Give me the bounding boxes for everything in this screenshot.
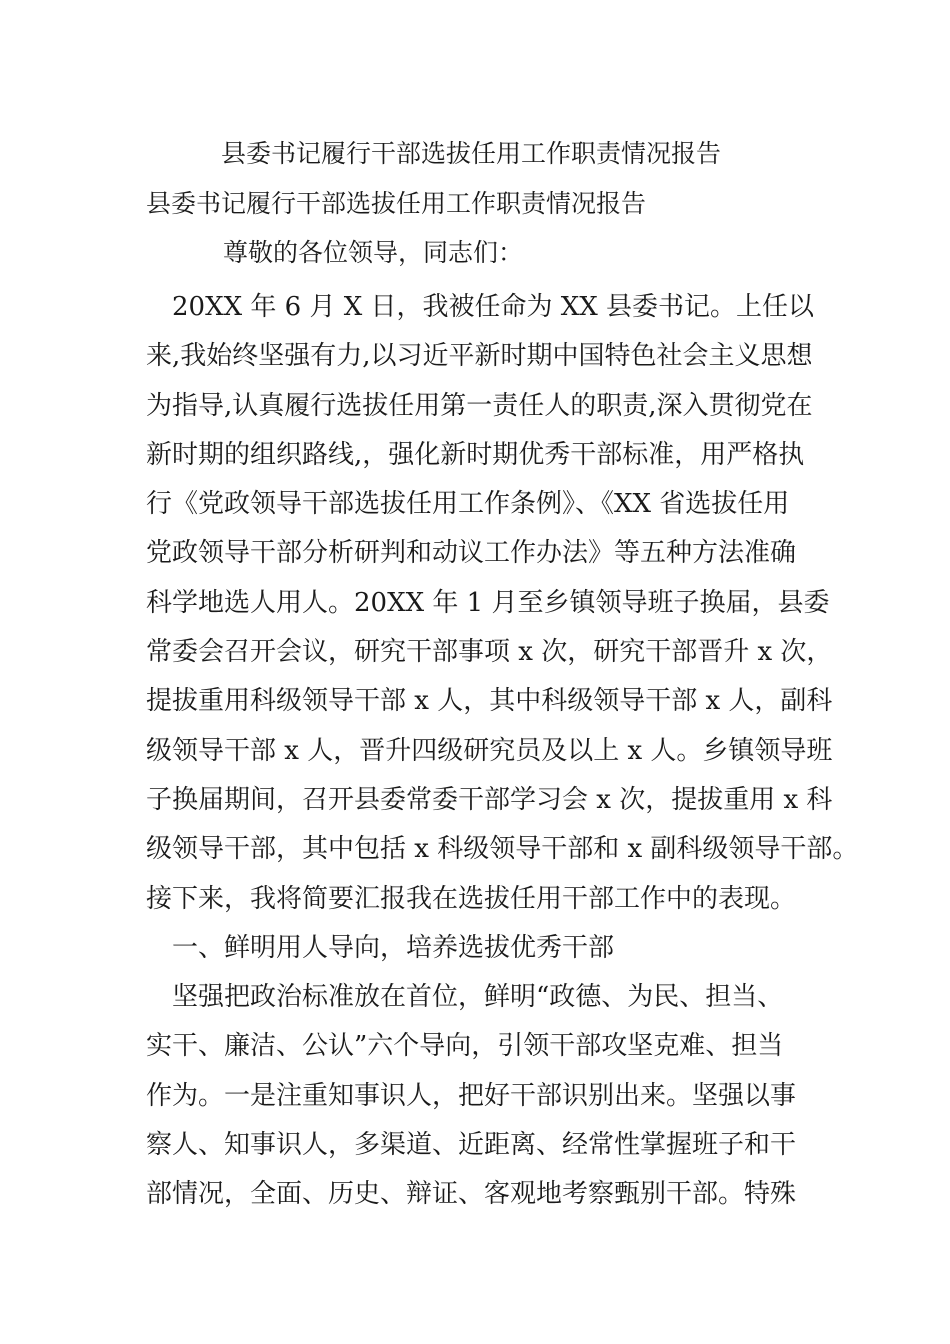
body-line: 察人、知事识人，多渠道、近距离、经常性掌握班子和干 xyxy=(146,1130,797,1161)
body-line: 作为。一是注重知事识人，把好干部识别出来。坚强以事 xyxy=(146,1080,797,1111)
body-line: 子换届期间，召开县委常委干部学习会 x 次，提拔重用 x 科 xyxy=(146,784,833,815)
document-body xyxy=(146,283,859,1220)
body-line: 部情况，全面、历史、辩证、客观地考察甄别干部。特殊 xyxy=(146,1179,797,1210)
body-line: 科学地选人用人。20XX 年 1 月至乡镇领导班子换届，县委 xyxy=(146,587,830,618)
body-line: 党政领导干部分析研判和动议工作办法》等五种方法准确 xyxy=(146,538,797,569)
body-line: 接下来，我将简要汇报我在选拔任用干部工作中的表现。 xyxy=(146,883,797,914)
body-line: 级领导干部 x 人，晋升四级研究员及以上 x 人。乡镇领导班 xyxy=(146,735,833,766)
body-line: 新时期的组织路线,，强化新时期优秀干部标准，用严格执 xyxy=(146,439,805,470)
body-line: 常委会召开会议，研究干部事项 x 次，研究干部晋升 x 次， xyxy=(146,637,833,668)
body-line: 来,我始终坚强有力,以习近平新时期中国特色社会主义思想 xyxy=(146,341,813,372)
salutation: 尊敬的各位领导，同志们： xyxy=(223,238,524,267)
section-heading: 一、鲜明用人导向，培养选拔优秀干部 xyxy=(146,932,615,963)
body-line: 提拔重用科级领导干部 x 人，其中科级领导干部 x 人，副科 xyxy=(146,686,833,717)
body-line: 实干、廉洁、公认”六个导向，引领干部攻坚克难、担当 xyxy=(146,1031,784,1062)
body-line: 行《党政领导干部选拔任用工作条例》、《XX 省选拔任用 xyxy=(146,489,790,520)
document-title: 县委书记履行干部选拔任用工作职责情况报告 xyxy=(221,139,722,168)
body-line: 级领导干部，其中包括 x 科级领导干部和 x 副科级领导干部。 xyxy=(146,834,859,865)
body-line: 为指导,认真履行选拔任用第一责任人的职责,深入贯彻党在 xyxy=(146,390,813,421)
body-line: 20XX 年 6 月 X 日，我被任命为 XX 县委书记。上任以 xyxy=(146,292,815,322)
document-subtitle: 县委书记履行干部选拔任用工作职责情况报告 xyxy=(146,189,647,218)
body-line: 坚强把政治标准放在首位，鲜明“政德、为民、担当、 xyxy=(146,982,784,1013)
